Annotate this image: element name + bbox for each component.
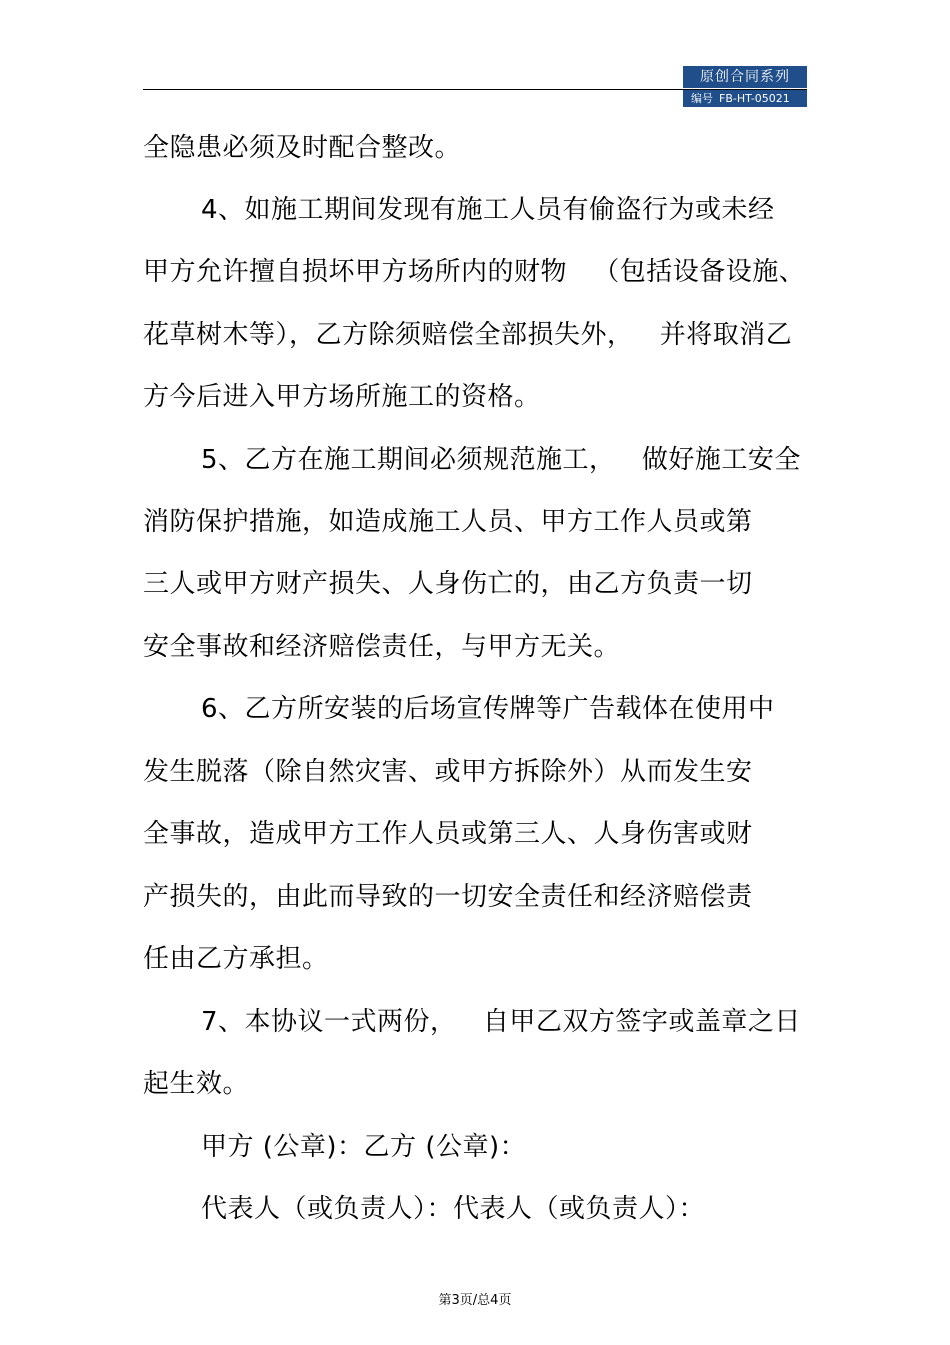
clause-4-line: 4、如施工期间发现有施工人员有偷盗行为或未经	[201, 195, 775, 225]
badge-code	[683, 90, 807, 107]
badge-code-label: 编号	[691, 92, 713, 105]
body-line: 发生脱落（除自然灾害、或甲方拆除外）从而发生安	[143, 757, 753, 787]
seal-line: 甲方 (公章)：乙方 (公章)：	[201, 1132, 527, 1162]
body-line: 方今后进入甲方场所施工的资格。	[143, 382, 541, 412]
body-line: 任由乙方承担。	[143, 944, 329, 974]
badge-title: 原创合同系列	[683, 66, 807, 88]
body-line: 消防保护措施，如造成施工人员、甲方工作人员或第	[143, 507, 753, 537]
body-line: 甲方允许擅自损坏甲方场所内的财物 （包括设备设施、	[143, 257, 806, 287]
clause-6-line: 6、乙方所安装的后场宣传牌等广告载体在使用中	[201, 694, 775, 724]
badge-code-value: FB-HT-05021	[719, 92, 790, 105]
body-line: 产损失的，由此而导致的一切安全责任和经济赔偿责	[143, 882, 753, 912]
clause-7-line: 7、本协议一式两份， 自甲乙双方签字或盖章之日	[201, 1007, 801, 1037]
body-line: 安全事故和经济赔偿责任，与甲方无关。	[143, 632, 621, 662]
body-line: 花草树木等），乙方除须赔偿全部损失外， 并将取消乙	[143, 320, 793, 350]
representative-line: 代表人（或负责人）：代表人（或负责人）：	[201, 1194, 706, 1224]
body-line: 起生效。	[143, 1069, 250, 1099]
body-line: 三人或甲方财产损失、人身伤亡的，由乙方负责一切	[143, 569, 753, 599]
clause-5-line: 5、乙方在施工期间必须规范施工， 做好施工安全	[201, 445, 801, 475]
series-badge	[683, 66, 807, 107]
body-line: 全事故，造成甲方工作人员或第三人、人身伤害或财	[143, 819, 753, 849]
body-line: 全隐患必须及时配合整改。	[143, 133, 462, 163]
page-number: 第3页/总4页	[438, 1293, 512, 1308]
